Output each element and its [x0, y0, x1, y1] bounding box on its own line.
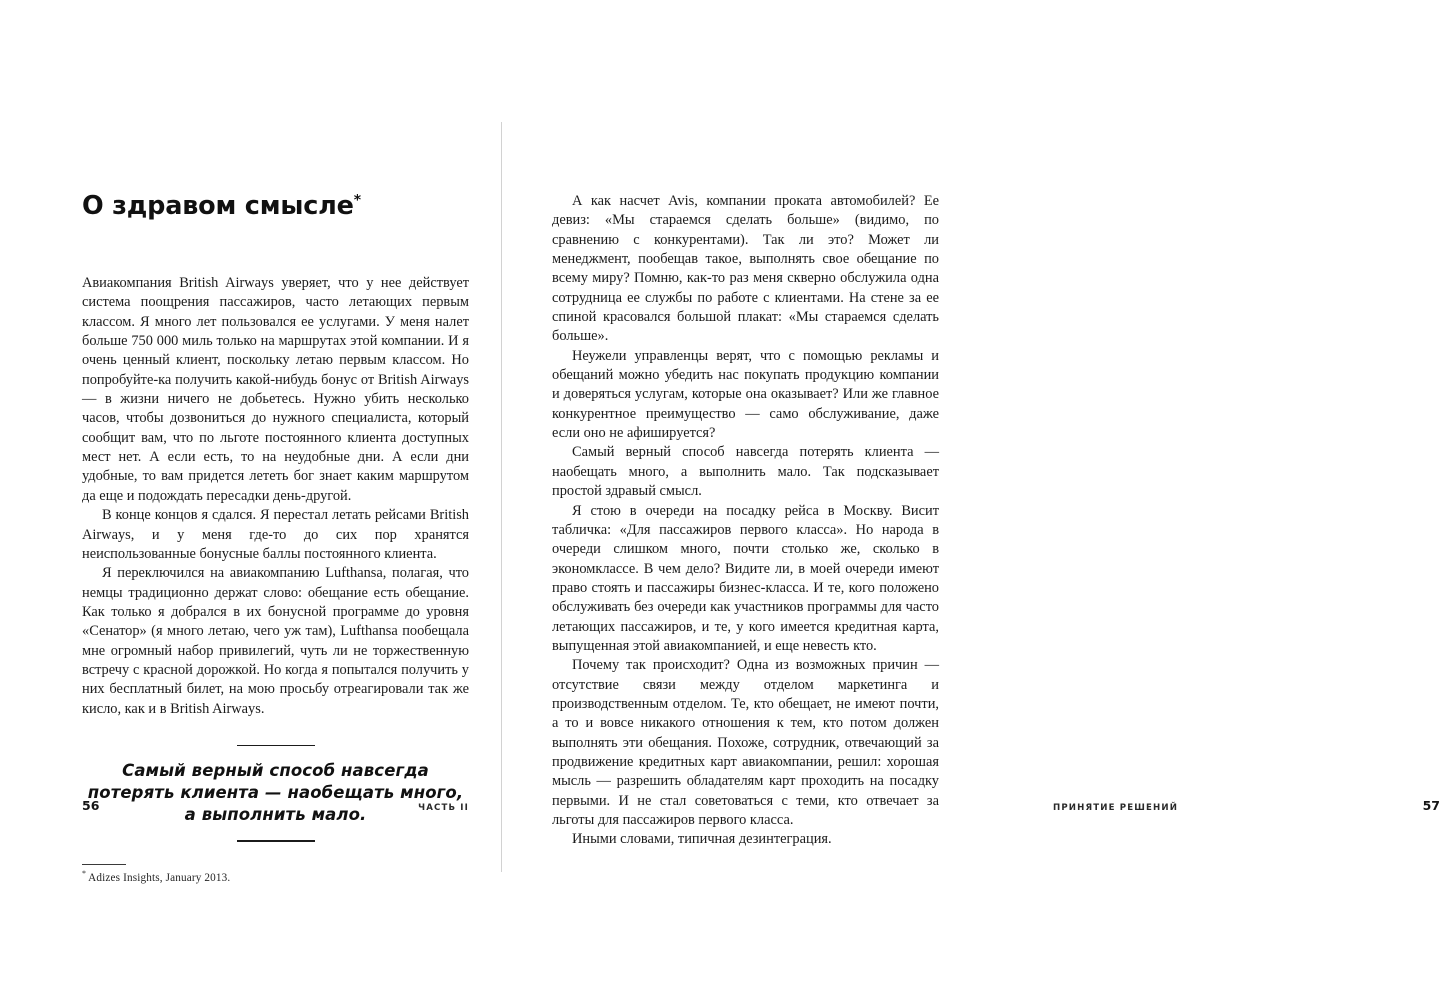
right-running-foot: [1053, 798, 1440, 813]
paragraph: В конце концов я сдался. Я перестал летать рейсами British Airways, и у меня где-то до сих пор хранятся неиспользованные бонусные баллы постоянного клиента.: [82, 507, 469, 562]
footnote-citation: Adizes Insights, January 2013.: [88, 872, 231, 885]
paragraph: А как насчет Avis, компании проката автомобилей? Ее девиз: «Мы стараемся сделать больше» (видимо, по сравнению с конкурентами). Так ли это? Может ли менеджмент, пообещав такое, выполнять свое обещание по всему миру? Помню, как-то раз меня скверно обслужила одна сотрудница ее службы по работе с клиентами. На стене за ее спиной красовался большой плакат: «Мы стараемся сделать больше».: [552, 193, 939, 345]
footnote-separator-rule: [82, 864, 126, 865]
left-running-foot: [82, 798, 469, 813]
paragraph: Неужели управленцы верят, что с помощью рекламы и обещаний можно убедить нас покупать продукцию компании и доверяться услугам, которые она оказывает? Или же главное конкурентное преимущество — само обслуживание, даже если оно не афишируется?: [552, 347, 939, 442]
right-page-content: [552, 192, 939, 850]
pull-quote-rule-top: [237, 745, 315, 747]
title-footnote-marker: *: [353, 192, 361, 209]
paragraph: Самый верный способ навсегда потерять клиента — наобещать много, а выполнить мало. Так подсказывает простой здравый смысл.: [552, 444, 939, 500]
running-head-left: ЧАСТЬ II: [418, 803, 469, 813]
chapter-title-text: О здравом смысле: [82, 191, 354, 221]
footnote-text: [82, 871, 469, 885]
footnote-marker: *: [82, 869, 87, 879]
pull-quote-text: Самый верный способ навсегда потерять клиента — наобещать много, а выполнить мало.: [87, 761, 464, 825]
left-body-text: [82, 274, 469, 719]
left-page-content: [82, 192, 469, 885]
page-number-right: 57: [1422, 798, 1440, 813]
paragraph: Иными словами, типичная дезинтеграция.: [572, 831, 832, 848]
page-title: [82, 192, 469, 220]
paragraph: Авиакомпания British Airways уверяет, что у нее действует система поощрения пассажиров, часто летающих первым классом. Я много лет пользовался ее услугами. У меня налет больше 750 000 миль только на маршрутах этой компании. И я очень ценный клиент, поскольку летаю первым классом. Но попробуйте-ка получить какой-нибудь бонус от British Airways — в жизни ничего не добьетесь. Нужно убить несколько часов, чтобы дозвониться до нужного специалиста, который сообщит вам, что по льготе постоянного клиента доступных мест нет. А если есть, то на неудобные дни. А если дни удобные, то вам придется лететь бог знает каким маршрутом да еще и подождать пересадки день-другой.: [82, 275, 469, 504]
left-page: [0, 0, 501, 1000]
page-number-left: 56: [82, 798, 100, 813]
right-body-text: [552, 192, 939, 850]
pull-quote: [82, 745, 469, 842]
right-page: [501, 0, 1440, 1000]
pull-quote-rule-bottom: [237, 840, 315, 842]
paragraph: Я переключился на авиакомпанию Lufthansa, полагая, что немцы традиционно держат слово: обещание есть обещание. Как только я добрался в их бонусной программе до уровня «Сенатор» (я много летаю, чего уж там), Lufthansa пообещала мне огромный набор привилегий, чуть ли не торжественную встречу с красной дорожкой. Но когда я попытался получить у них бесплатный билет, на мою просьбу отреагировали так же кисло, как и в British Airways.: [82, 565, 469, 717]
footnote: [82, 864, 469, 885]
paragraph: Я стою в очереди на посадку рейса в Москву. Висит табличка: «Для пассажиров первого класса». Но народа в очереди слишком много, почти столько же, сколько в экономклассе. В чем дело? Видите ли, в моей очереди имеют право стоять и пассажиры бизнес-класса. И те, кого положено обслуживать без очереди как участников программы для часто летающих пассажиров, и те, у кого имеется кредитная карта, выпущенная этой авиакомпанией, и еще невесть кто.: [552, 502, 939, 654]
running-head-right: ПРИНЯТИЕ РЕШЕНИЙ: [1053, 803, 1179, 813]
paragraph: Почему так происходит? Одна из возможных причин — отсутствие связи между отделом маркетинга и производственным отделом. Те, кто обещает, не имеют почти, а то и вовсе никакого отношения к тем, кто потом должен выполнять эти обещания. Похоже, сотрудник, отвечающий за продвижение кредитных карт авиакомпании, решил: хорошая мысль — разрешить обладателям карт проходить на посадку первыми. И не стал советоваться с теми, кто отвечает за льготы для пассажиров первого класса.: [552, 657, 939, 828]
